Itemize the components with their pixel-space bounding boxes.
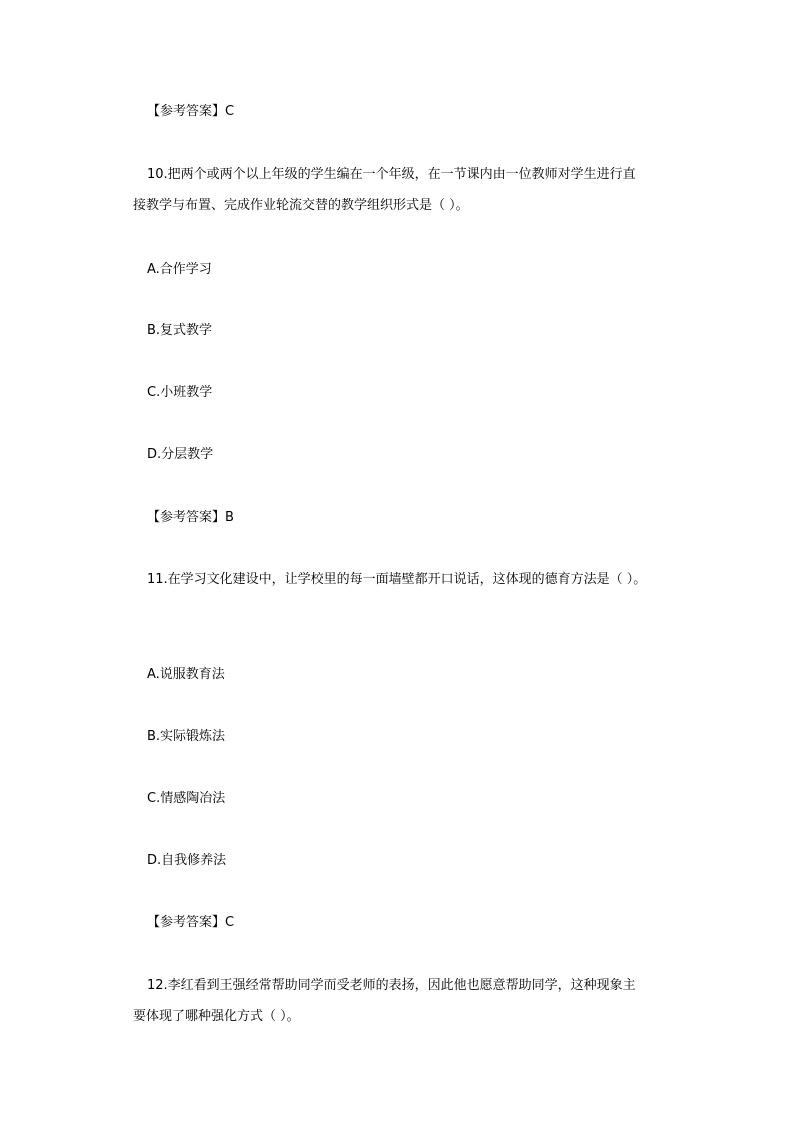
question-12-line-1: 12.李红看到王强经常帮助同学而受老师的表扬，因此他也愿意帮助同学，这种现象主 [147,978,636,993]
answer-label: 【参考答案】B [147,510,234,525]
option-b: B.复式教学 [147,323,213,338]
question-11-line-1: 11.在学习文化建设中，让学校里的每一面墙壁都开口说话，这体现的德育方法是（ ）。 [147,572,647,587]
question-12-line-2: 要体现了哪种强化方式（ ）。 [133,1009,300,1024]
answer-label: 【参考答案】C [147,104,235,119]
option-d: D.分层教学 [147,447,214,462]
option-c: C.情感陶冶法 [147,791,226,806]
option-a: A.合作学习 [147,262,212,277]
question-10-line-1: 10.把两个或两个以上年级的学生编在一个年级，在一节课内由一位教师对学生进行直 [147,167,636,182]
option-c: C.小班教学 [147,385,213,400]
option-a: A.说服教育法 [147,667,225,682]
answer-label: 【参考答案】C [147,915,235,930]
option-b: B.实际锻炼法 [147,729,226,744]
option-d: D.自我修养法 [147,853,227,868]
question-10-line-2: 接教学与布置、完成作业轮流交替的教学组织形式是（ ）。 [133,198,469,213]
